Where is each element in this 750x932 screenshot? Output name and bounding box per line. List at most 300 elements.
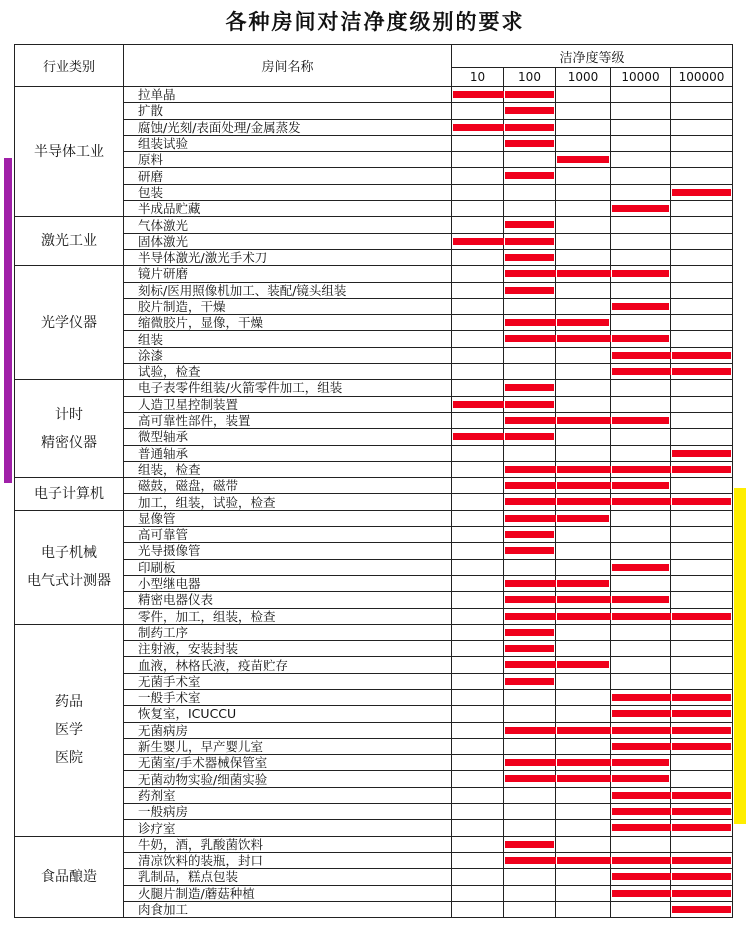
level-cell	[504, 445, 556, 461]
level-cell	[452, 331, 504, 347]
level-cell	[671, 885, 733, 901]
level-bar	[505, 91, 554, 98]
level-cell	[671, 738, 733, 754]
level-bar	[505, 857, 556, 864]
level-cell	[611, 852, 671, 868]
level-cell	[671, 184, 733, 200]
level-bar	[612, 270, 669, 277]
level-bar	[672, 694, 731, 701]
table-row	[15, 380, 733, 396]
level-cell	[452, 445, 504, 461]
level-cell	[671, 412, 733, 428]
level-cell	[504, 380, 556, 396]
room-name: 半成品贮藏	[124, 201, 452, 217]
table-row	[15, 217, 733, 233]
level-cell	[504, 315, 556, 331]
level-cell	[504, 429, 556, 445]
level-cell	[611, 103, 671, 119]
level-cell	[452, 168, 504, 184]
level-cell	[452, 103, 504, 119]
level-bar	[453, 91, 504, 98]
industry-label: 计时	[55, 406, 83, 423]
level-cell	[504, 119, 556, 135]
level-cell	[504, 673, 556, 689]
level-cell	[504, 135, 556, 151]
level-cell	[556, 836, 611, 852]
level-cell	[611, 641, 671, 657]
level-cell	[611, 249, 671, 265]
level-cell	[452, 266, 504, 282]
level-cell	[556, 478, 611, 494]
room-name: 组装，检查	[124, 461, 452, 477]
level-cell	[556, 282, 611, 298]
industry-label: 半导体工业	[34, 143, 104, 160]
level-cell	[452, 87, 504, 103]
level-cell	[671, 103, 733, 119]
industry-label: 医院	[55, 750, 83, 767]
level-cell	[556, 559, 611, 575]
level-cell	[504, 755, 556, 771]
level-bar	[557, 482, 611, 489]
level-cell	[504, 168, 556, 184]
level-cell	[452, 510, 504, 526]
level-bar	[612, 857, 671, 864]
industry-cell	[15, 87, 124, 217]
level-cell	[611, 510, 671, 526]
room-name: 血液，林格氏液，疫苗贮存	[124, 657, 452, 673]
level-cell	[452, 706, 504, 722]
level-cell	[452, 233, 504, 249]
level-cell	[671, 527, 733, 543]
level-cell	[556, 201, 611, 217]
level-cell	[504, 184, 556, 200]
room-name: 诊疗室	[124, 820, 452, 836]
level-cell	[671, 641, 733, 657]
industry-cell	[15, 217, 124, 266]
level-cell	[671, 722, 733, 738]
level-cell	[611, 575, 671, 591]
level-cell	[556, 641, 611, 657]
level-bar	[612, 564, 669, 571]
level-cell	[452, 575, 504, 591]
level-bar	[672, 792, 731, 799]
level-bar	[612, 613, 671, 620]
level-cell	[452, 119, 504, 135]
level-cell	[556, 168, 611, 184]
level-cell	[504, 282, 556, 298]
level-cell	[504, 804, 556, 820]
level-cell	[671, 87, 733, 103]
level-cell	[611, 461, 671, 477]
level-cell	[671, 233, 733, 249]
level-bar	[672, 189, 731, 196]
level-cell	[556, 755, 611, 771]
level-cell	[556, 657, 611, 673]
level-cell	[504, 152, 556, 168]
level-bar	[505, 172, 554, 179]
level-bar	[505, 775, 556, 782]
level-bar	[557, 335, 611, 342]
level-bar	[557, 417, 611, 424]
room-name: 恢复室，ICUCCU	[124, 706, 452, 722]
room-name: 光导摄像管	[124, 543, 452, 559]
level-cell	[504, 510, 556, 526]
level-cell	[452, 836, 504, 852]
level-cell	[671, 869, 733, 885]
level-bar	[505, 287, 554, 294]
level-bar	[557, 270, 611, 277]
level-cell	[671, 298, 733, 314]
room-name: 精密电器仪表	[124, 592, 452, 608]
level-cell	[452, 543, 504, 559]
level-bar	[557, 661, 609, 668]
level-cell	[504, 543, 556, 559]
level-cell	[504, 657, 556, 673]
level-cell	[671, 347, 733, 363]
level-bar	[612, 335, 669, 342]
room-name: 人造卫星控制装置	[124, 396, 452, 412]
level-cell	[556, 771, 611, 787]
room-name: 普通轴承	[124, 445, 452, 461]
level-cell	[611, 396, 671, 412]
level-bar	[672, 498, 731, 505]
level-bar	[453, 433, 504, 440]
room-name: 印刷板	[124, 559, 452, 575]
room-name: 加工，组装，试验，检查	[124, 494, 452, 510]
level-cell	[671, 152, 733, 168]
level-cell	[611, 706, 671, 722]
level-cell	[452, 347, 504, 363]
industry-cell	[15, 478, 124, 511]
level-bar	[557, 775, 611, 782]
level-cell	[611, 624, 671, 640]
level-bar	[557, 319, 609, 326]
level-bar	[505, 238, 554, 245]
level-bar	[557, 857, 611, 864]
level-cell	[671, 135, 733, 151]
level-bar	[505, 433, 554, 440]
room-name: 药剂室	[124, 787, 452, 803]
level-bar	[505, 613, 556, 620]
level-cell	[504, 266, 556, 282]
level-cell	[671, 364, 733, 380]
level-cell	[556, 217, 611, 233]
level-cell	[671, 608, 733, 624]
level-cell	[504, 396, 556, 412]
level-cell	[452, 152, 504, 168]
level-cell	[671, 201, 733, 217]
level-cell	[556, 119, 611, 135]
level-bar	[672, 824, 731, 831]
level-cell	[452, 217, 504, 233]
table-row	[15, 266, 733, 282]
level-bar	[557, 498, 611, 505]
level-cell	[556, 461, 611, 477]
level-bar	[505, 841, 554, 848]
level-cell	[452, 135, 504, 151]
level-bar	[672, 890, 731, 897]
room-name: 涂漆	[124, 347, 452, 363]
level-cell	[556, 331, 611, 347]
table-row	[15, 624, 733, 640]
level-bar	[505, 124, 554, 131]
level-cell	[556, 608, 611, 624]
industry-label: 医学	[55, 722, 83, 739]
level-cell	[452, 673, 504, 689]
room-name: 无菌室/手术器械保管室	[124, 755, 452, 771]
level-cell	[556, 820, 611, 836]
level-cell	[611, 152, 671, 168]
level-bar	[557, 515, 609, 522]
level-cell	[671, 266, 733, 282]
level-cell	[556, 87, 611, 103]
level-cell	[611, 755, 671, 771]
level-bar	[505, 335, 556, 342]
left-color-band	[4, 158, 12, 483]
level-bar	[612, 873, 671, 880]
level-cell	[611, 135, 671, 151]
level-cell	[504, 836, 556, 852]
level-bar	[612, 303, 669, 310]
level-bar	[612, 808, 671, 815]
level-cell	[671, 494, 733, 510]
level-cell	[504, 592, 556, 608]
level-group-header: 洁净度等级	[452, 45, 733, 68]
level-cell	[671, 119, 733, 135]
table-row	[15, 87, 733, 103]
level-cell	[504, 575, 556, 591]
level-cell	[556, 298, 611, 314]
level-cell	[452, 559, 504, 575]
level-header: 100	[504, 68, 556, 87]
level-bar	[612, 417, 669, 424]
level-cell	[556, 575, 611, 591]
level-cell	[452, 184, 504, 200]
level-bar	[672, 450, 731, 457]
level-bar	[453, 124, 504, 131]
level-cell	[611, 201, 671, 217]
level-bar	[505, 515, 556, 522]
level-bar	[612, 710, 671, 717]
level-cell	[671, 396, 733, 412]
level-cell	[452, 494, 504, 510]
level-cell	[556, 412, 611, 428]
level-bar	[505, 678, 554, 685]
room-name: 肉食加工	[124, 901, 452, 917]
level-cell	[671, 478, 733, 494]
level-cell	[611, 820, 671, 836]
cleanliness-table	[14, 44, 733, 918]
room-name: 无菌手术室	[124, 673, 452, 689]
level-cell	[504, 331, 556, 347]
room-name: 组装	[124, 331, 452, 347]
level-cell	[556, 494, 611, 510]
level-bar	[505, 140, 554, 147]
level-bar	[672, 857, 731, 864]
level-cell	[452, 429, 504, 445]
level-cell	[611, 217, 671, 233]
level-cell	[556, 103, 611, 119]
room-name: 微型轴承	[124, 429, 452, 445]
level-cell	[556, 543, 611, 559]
level-cell	[452, 755, 504, 771]
level-cell	[611, 478, 671, 494]
level-cell	[452, 249, 504, 265]
level-cell	[452, 396, 504, 412]
level-cell	[556, 347, 611, 363]
level-cell	[556, 527, 611, 543]
level-cell	[556, 673, 611, 689]
level-cell	[504, 494, 556, 510]
level-cell	[671, 331, 733, 347]
level-cell	[611, 722, 671, 738]
room-name: 新生婴儿，早产婴儿室	[124, 738, 452, 754]
level-cell	[556, 364, 611, 380]
room-header: 房间名称	[124, 45, 452, 87]
level-cell	[671, 657, 733, 673]
level-bar	[505, 759, 556, 766]
level-cell	[556, 429, 611, 445]
level-cell	[611, 901, 671, 917]
level-bar	[612, 824, 671, 831]
level-bar	[672, 710, 731, 717]
level-cell	[504, 87, 556, 103]
level-cell	[504, 608, 556, 624]
level-cell	[611, 282, 671, 298]
level-cell	[504, 527, 556, 543]
level-cell	[556, 689, 611, 705]
industry-label: 精密仪器	[41, 434, 97, 451]
level-cell	[671, 315, 733, 331]
level-cell	[452, 461, 504, 477]
industry-cell	[15, 624, 124, 836]
level-bar	[672, 466, 731, 473]
level-bar	[612, 466, 671, 473]
level-cell	[611, 168, 671, 184]
level-bar	[505, 596, 556, 603]
level-cell	[452, 592, 504, 608]
level-bar	[505, 580, 556, 587]
level-bar	[612, 775, 669, 782]
level-cell	[556, 624, 611, 640]
level-cell	[556, 787, 611, 803]
level-cell	[671, 852, 733, 868]
level-bar	[612, 596, 669, 603]
level-bar	[505, 661, 556, 668]
level-cell	[504, 412, 556, 428]
level-cell	[671, 380, 733, 396]
level-cell	[556, 445, 611, 461]
level-bar	[505, 319, 556, 326]
level-cell	[452, 380, 504, 396]
level-cell	[452, 869, 504, 885]
table-row	[15, 510, 733, 526]
level-cell	[556, 738, 611, 754]
industry-label: 电子机械	[41, 545, 97, 562]
level-bar	[505, 107, 554, 114]
level-bar	[453, 401, 504, 408]
level-bar	[612, 890, 671, 897]
room-name: 零件，加工，组装，检查	[124, 608, 452, 624]
level-cell	[611, 429, 671, 445]
room-name: 包装	[124, 184, 452, 200]
industry-cell	[15, 510, 124, 624]
level-cell	[611, 559, 671, 575]
industry-label: 药品	[55, 694, 83, 711]
level-cell	[671, 559, 733, 575]
level-cell	[504, 787, 556, 803]
level-bar	[557, 156, 609, 163]
level-cell	[611, 233, 671, 249]
level-bar	[612, 352, 671, 359]
room-name: 高可靠性部件，装置	[124, 412, 452, 428]
level-cell	[611, 738, 671, 754]
room-name: 制药工序	[124, 624, 452, 640]
level-cell	[556, 706, 611, 722]
industry-cell	[15, 836, 124, 917]
level-cell	[452, 901, 504, 917]
room-name: 无菌动物实验/细菌实验	[124, 771, 452, 787]
level-cell	[671, 804, 733, 820]
room-name: 刻标/医用照像机加工、装配/镜头组装	[124, 282, 452, 298]
level-cell	[452, 282, 504, 298]
level-cell	[556, 592, 611, 608]
level-cell	[452, 804, 504, 820]
level-cell	[504, 249, 556, 265]
level-bar	[505, 221, 554, 228]
level-cell	[452, 298, 504, 314]
level-cell	[671, 820, 733, 836]
room-name: 一般病房	[124, 804, 452, 820]
level-cell	[452, 787, 504, 803]
page-title: 各种房间对洁净度级别的要求	[225, 10, 525, 34]
level-bar	[672, 727, 731, 734]
level-cell	[504, 559, 556, 575]
level-bar	[505, 417, 556, 424]
level-cell	[452, 527, 504, 543]
level-cell	[671, 706, 733, 722]
level-cell	[611, 657, 671, 673]
level-cell	[452, 852, 504, 868]
level-bar	[612, 727, 671, 734]
level-bar	[505, 547, 554, 554]
industry-cell	[15, 380, 124, 478]
level-cell	[556, 396, 611, 412]
level-cell	[504, 298, 556, 314]
level-cell	[504, 885, 556, 901]
room-name: 乳制品，糕点包装	[124, 869, 452, 885]
level-bar	[505, 401, 554, 408]
level-bar	[672, 873, 731, 880]
level-cell	[611, 331, 671, 347]
level-cell	[452, 885, 504, 901]
level-cell	[556, 249, 611, 265]
level-cell	[611, 673, 671, 689]
level-cell	[611, 592, 671, 608]
room-name: 缩微胶片，显像，干燥	[124, 315, 452, 331]
level-cell	[611, 347, 671, 363]
level-bar	[505, 645, 554, 652]
right-color-band	[734, 488, 746, 824]
level-cell	[556, 152, 611, 168]
level-cell	[611, 412, 671, 428]
industry-label: 激光工业	[41, 233, 97, 250]
level-cell	[671, 429, 733, 445]
level-cell	[611, 184, 671, 200]
level-cell	[452, 608, 504, 624]
level-cell	[611, 771, 671, 787]
room-name: 扩散	[124, 103, 452, 119]
